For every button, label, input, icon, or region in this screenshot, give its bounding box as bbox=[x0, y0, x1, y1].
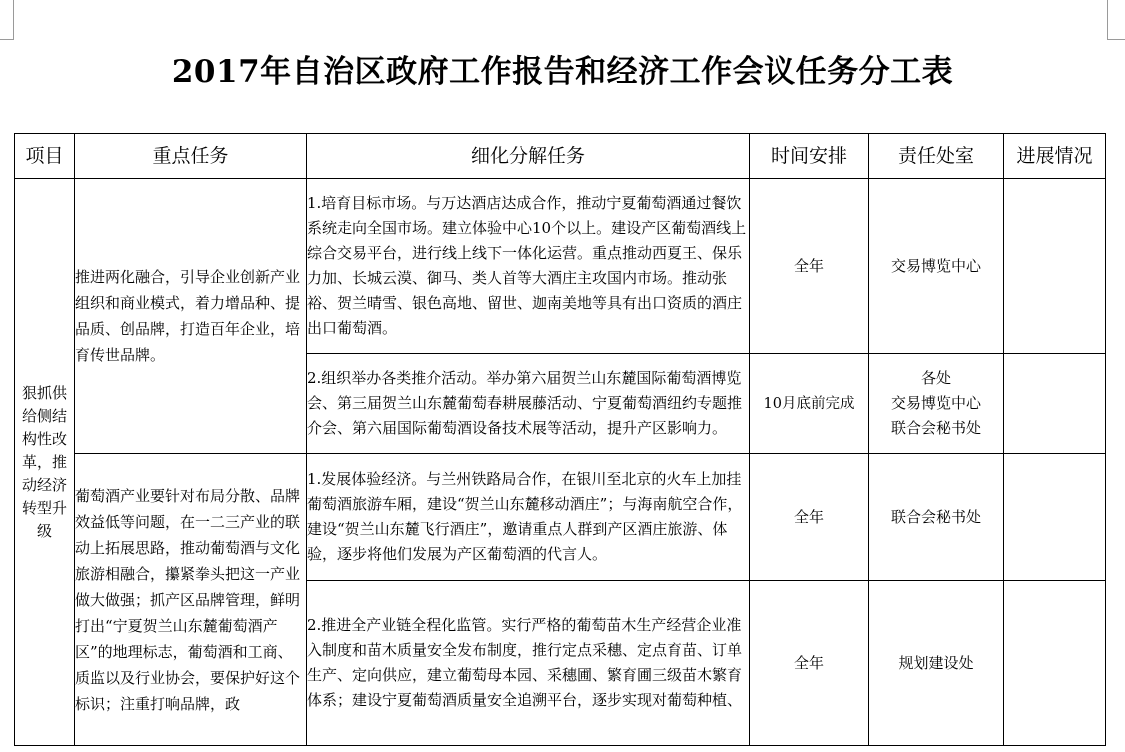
column-header-key-task: 重点任务 bbox=[75, 134, 307, 179]
task-table bbox=[14, 133, 1106, 746]
column-header-dept: 责任处室 bbox=[869, 134, 1004, 179]
table-row bbox=[15, 454, 1106, 581]
progress-cell bbox=[1004, 581, 1106, 746]
table-row bbox=[15, 179, 1106, 354]
column-header-project: 项目 bbox=[15, 134, 75, 179]
key-task-cell: 葡萄酒产业要针对布局分散、品牌效益低等问题，在一二三产业的联动上拓展思路，推动葡萄酒与文化旅游相融合，攥紧拳头把这一产业做大做强；抓产区品牌管理，鲜明打出“宁夏贺兰山东麓葡萄酒产区”的地理标志，葡萄酒和工商、质监以及行业协会，要保护好这个标识；注重打响品牌，政 bbox=[75, 454, 307, 746]
detail-task-cell: 1.发展体验经济。与兰州铁路局合作，在银川至北京的火车上加挂葡萄酒旅游车厢，建设“贺兰山东麓移动酒庄”；与海南航空合作，建设“贺兰山东麓飞行酒庄”，邀请重点人群到产区酒庄旅游、体验，逐步将他们发展为产区葡萄酒的代言人。 bbox=[307, 454, 750, 581]
detail-task-cell: 1.培育目标市场。与万达酒店达成合作，推动宁夏葡萄酒通过餐饮系统走向全国市场。建立体验中心10个以上。建设产区葡萄酒线上综合交易平台，进行线上线下一体化运营。重点推动西夏王、保乐力加、长城云漠、御马、类人首等大酒庄主攻国内市场。推动张裕、贺兰晴雪、银色高地、留世、迦南美地等具有出口资质的酒庄出口葡萄酒。 bbox=[307, 179, 750, 354]
dept-cell: 各处 交易博览中心 联合会秘书处 bbox=[869, 354, 1004, 454]
table-header-row bbox=[15, 134, 1106, 179]
detail-task-cell: 2.组织举办各类推介活动。举办第六届贺兰山东麓国际葡萄酒博览会、第三届贺兰山东麓葡萄春耕展藤活动、宁夏葡萄酒纽约专题推介会、第六届国际葡萄酒设备技术展等活动，提升产区影响力。 bbox=[307, 354, 750, 454]
time-cell: 全年 bbox=[750, 179, 869, 354]
time-cell: 10月底前完成 bbox=[750, 354, 869, 454]
key-task-cell: 推进两化融合，引导企业创新产业组织和商业模式，着力增品种、提品质、创品牌，打造百年企业，培育传世品牌。 bbox=[75, 179, 307, 454]
time-cell: 全年 bbox=[750, 581, 869, 746]
column-header-time: 时间安排 bbox=[750, 134, 869, 179]
page-corner-mark-left bbox=[0, 0, 14, 40]
column-header-progress: 进展情况 bbox=[1004, 134, 1106, 179]
dept-cell: 规划建设处 bbox=[869, 581, 1004, 746]
time-cell: 全年 bbox=[750, 454, 869, 581]
progress-cell bbox=[1004, 354, 1106, 454]
column-header-detail-task: 细化分解任务 bbox=[307, 134, 750, 179]
project-cell: 狠抓供给侧结构性改革，推动经济转型升级 bbox=[15, 179, 75, 746]
progress-cell bbox=[1004, 179, 1106, 354]
progress-cell bbox=[1004, 454, 1106, 581]
document-title: 2017年自治区政府工作报告和经济工作会议任务分工表 bbox=[171, 54, 954, 90]
dept-cell: 交易博览中心 bbox=[869, 179, 1004, 354]
dept-cell: 联合会秘书处 bbox=[869, 454, 1004, 581]
detail-task-cell: 2.推进全产业链全程化监管。实行严格的葡萄苗木生产经营企业准入制度和苗木质量安全发布制度，推行定点采穗、定点育苗、订单生产、定向供应，建立葡萄母本园、采穗圃、繁育圃三级苗木繁育体系；建设宁夏葡萄酒质量安全追溯平台，逐步实现对葡萄种植、 bbox=[307, 581, 750, 746]
page-corner-mark-right bbox=[1107, 0, 1125, 40]
